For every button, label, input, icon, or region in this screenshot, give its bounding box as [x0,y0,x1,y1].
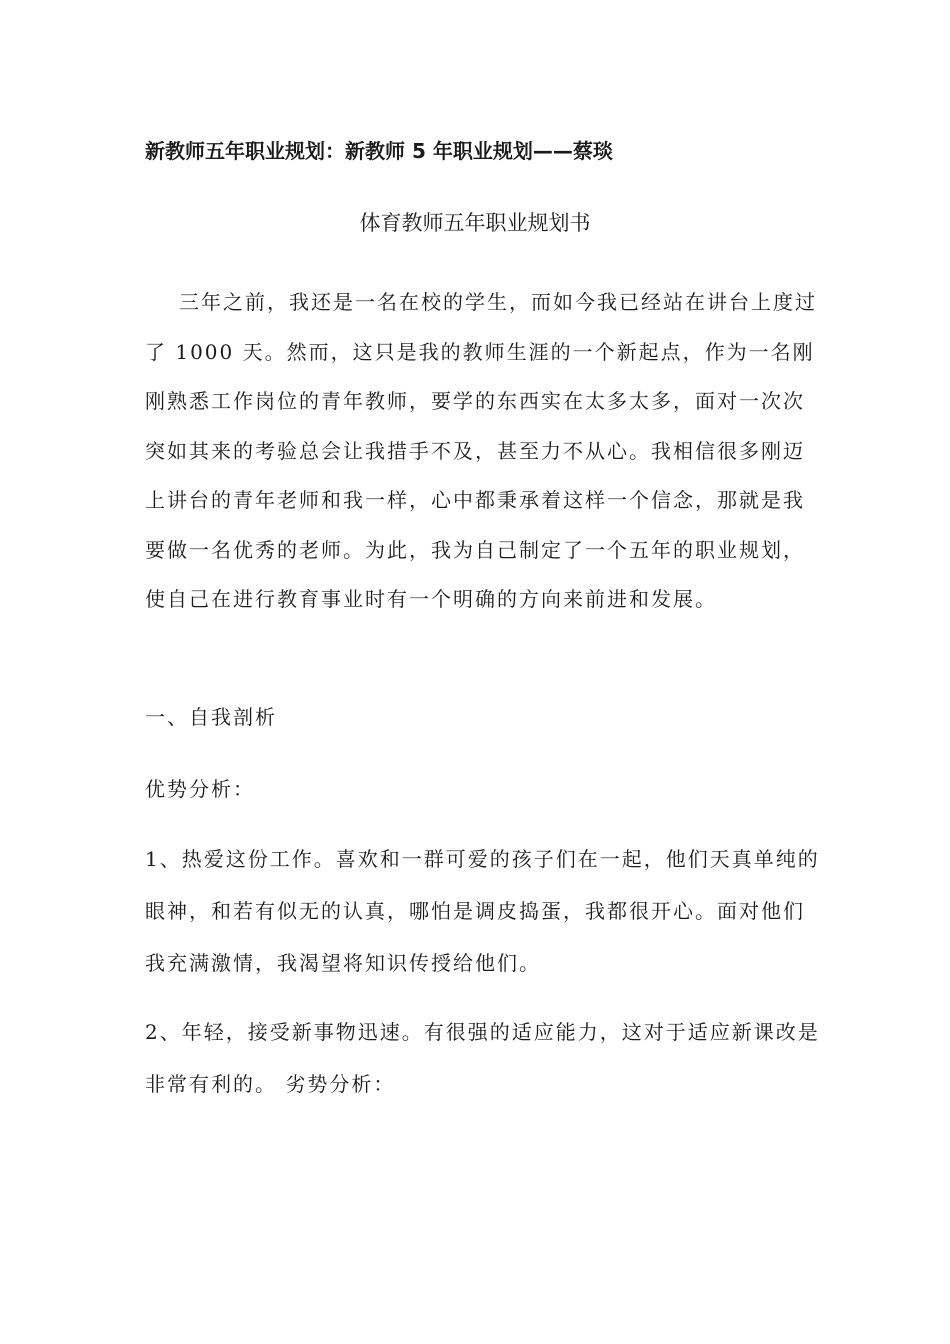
strength-one-paragraph: 1、热爱这份工作。喜欢和一群可爱的孩子们在一起，他们天真单纯的眼神，和若有似无的认真，哪怕是调皮捣蛋，我都很开心。面对他们我充满激情，我渴望将知识传授给他们。 [145,847,820,975]
document-subtitle: 体育教师五年职业规划书 [359,211,591,235]
document-heading: 新教师五年职业规划：新教师 5 年职业规划——蔡琰 [145,139,613,163]
strengths-label: 优势分析： [145,777,255,801]
strength-two-paragraph: 2、年轻，接受新事物迅速。有很强的适应能力，这对于适应新课改是非常有利的。 劣势分析： [145,1020,820,1096]
section-one-heading: 一、自我剖析 [145,705,277,729]
intro-paragraph: 三年之前，我还是一名在校的学生，而如今我已经站在讲台上度过了 1000 天。然而，这只是我的教师生涯的一个新起点，作为一名刚刚熟悉工作岗位的青年教师，要学的东西实在太多太多，面对一次次突如其来的考验总会让我措手不及，甚至力不从心。我相信很多刚迈上讲台的青年老师和我一样，心中都秉承着这样一个信念，那就是我要做一名优秀的老师。为此，我为自己制定了一个五年的职业规划，使自己在进行教育事业时有一个明确的方向来前进和发展。 [145,290,817,611]
